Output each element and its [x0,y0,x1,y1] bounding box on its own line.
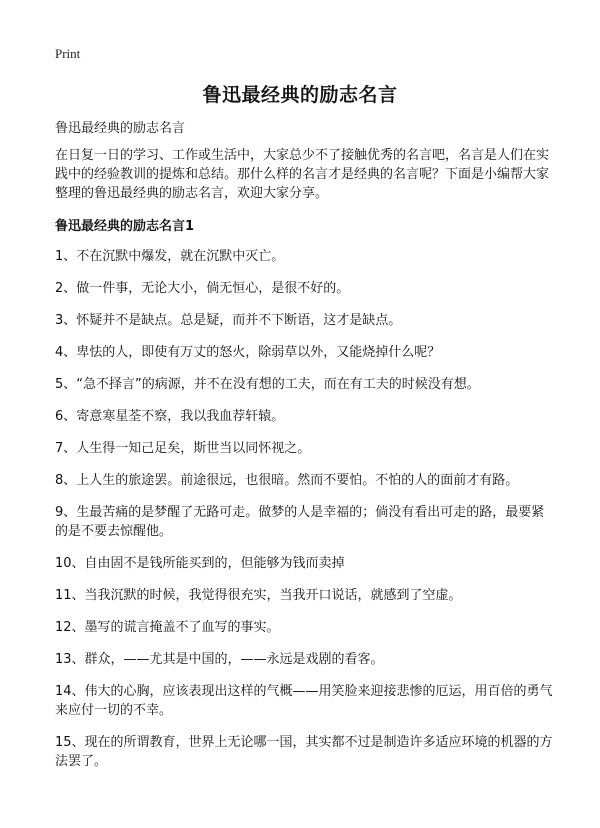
quote-item: 1、不在沉默中爆发，就在沉默中灭亡。 [55,249,285,264]
section-heading: 鲁迅最经典的励志名言1 [55,219,195,234]
quote-item: 15、现在的所谓教育，世界上无论哪一国，其实都不过是制造许多适应环境的机器的方法罢了。 [55,735,553,769]
quote-item: 11、当我沉默的时候，我觉得很充实，当我开口说话，就感到了空虚。 [55,588,462,603]
quote-item: 7、人生得一知己足矣，斯世当以同怀视之。 [55,441,311,456]
article-body [55,119,553,784]
quote-item: 6、寄意寒星荃不察，我以我血荐轩辕。 [55,409,285,424]
quote-item: 13、群众，——尤其是中国的，——永远是戏剧的看客。 [55,652,384,667]
quote-item: 8、上人生的旅途罢。前途很远，也很暗。然而不要怕。不怕的人的面前才有路。 [55,473,519,488]
quote-item: 5、“急不择言”的病源，并不在没有想的工夫，而在有工夫的时候没有想。 [55,377,480,392]
print-link[interactable]: Print [55,46,81,61]
quote-item: 12、墨写的谎言掩盖不了血写的事实。 [55,620,280,635]
page-title: 鲁迅最经典的励志名言 [202,84,398,106]
quote-item: 9、生最苦痛的是梦醒了无路可走。做梦的人是幸福的；倘没有看出可走的路，最要紧的是不要去惊醒他。 [55,505,545,539]
article-subtitle: 鲁迅最经典的励志名言 [55,121,186,136]
quote-item: 3、怀疑并不是缺点。总是疑，而并不下断语，这才是缺点。 [55,313,402,328]
intro-paragraph: 在日复一日的学习、工作或生活中，大家总少不了接触优秀的名言吧，名言是人们在实践中的经验教训的提炼和总结。那什么样的名言才是经典的名言呢？下面是小编帮大家整理的鲁迅最经典的励志名言，欢迎大家分享。 [55,148,550,201]
quote-item: 2、做一件事，无论大小，倘无恒心，是很不好的。 [55,281,350,296]
quote-item: 4、卑怯的人，即使有万丈的怒火，除弱草以外，又能烧掉什么呢？ [55,345,441,360]
quote-item: 14、伟大的心胸，应该表现出这样的气概——用笑脸来迎接悲惨的厄运，用百倍的勇气来应付一切的不幸。 [55,684,553,718]
quote-item: 10、自由固不是钱所能买到的，但能够为钱而卖掉 [55,556,345,571]
